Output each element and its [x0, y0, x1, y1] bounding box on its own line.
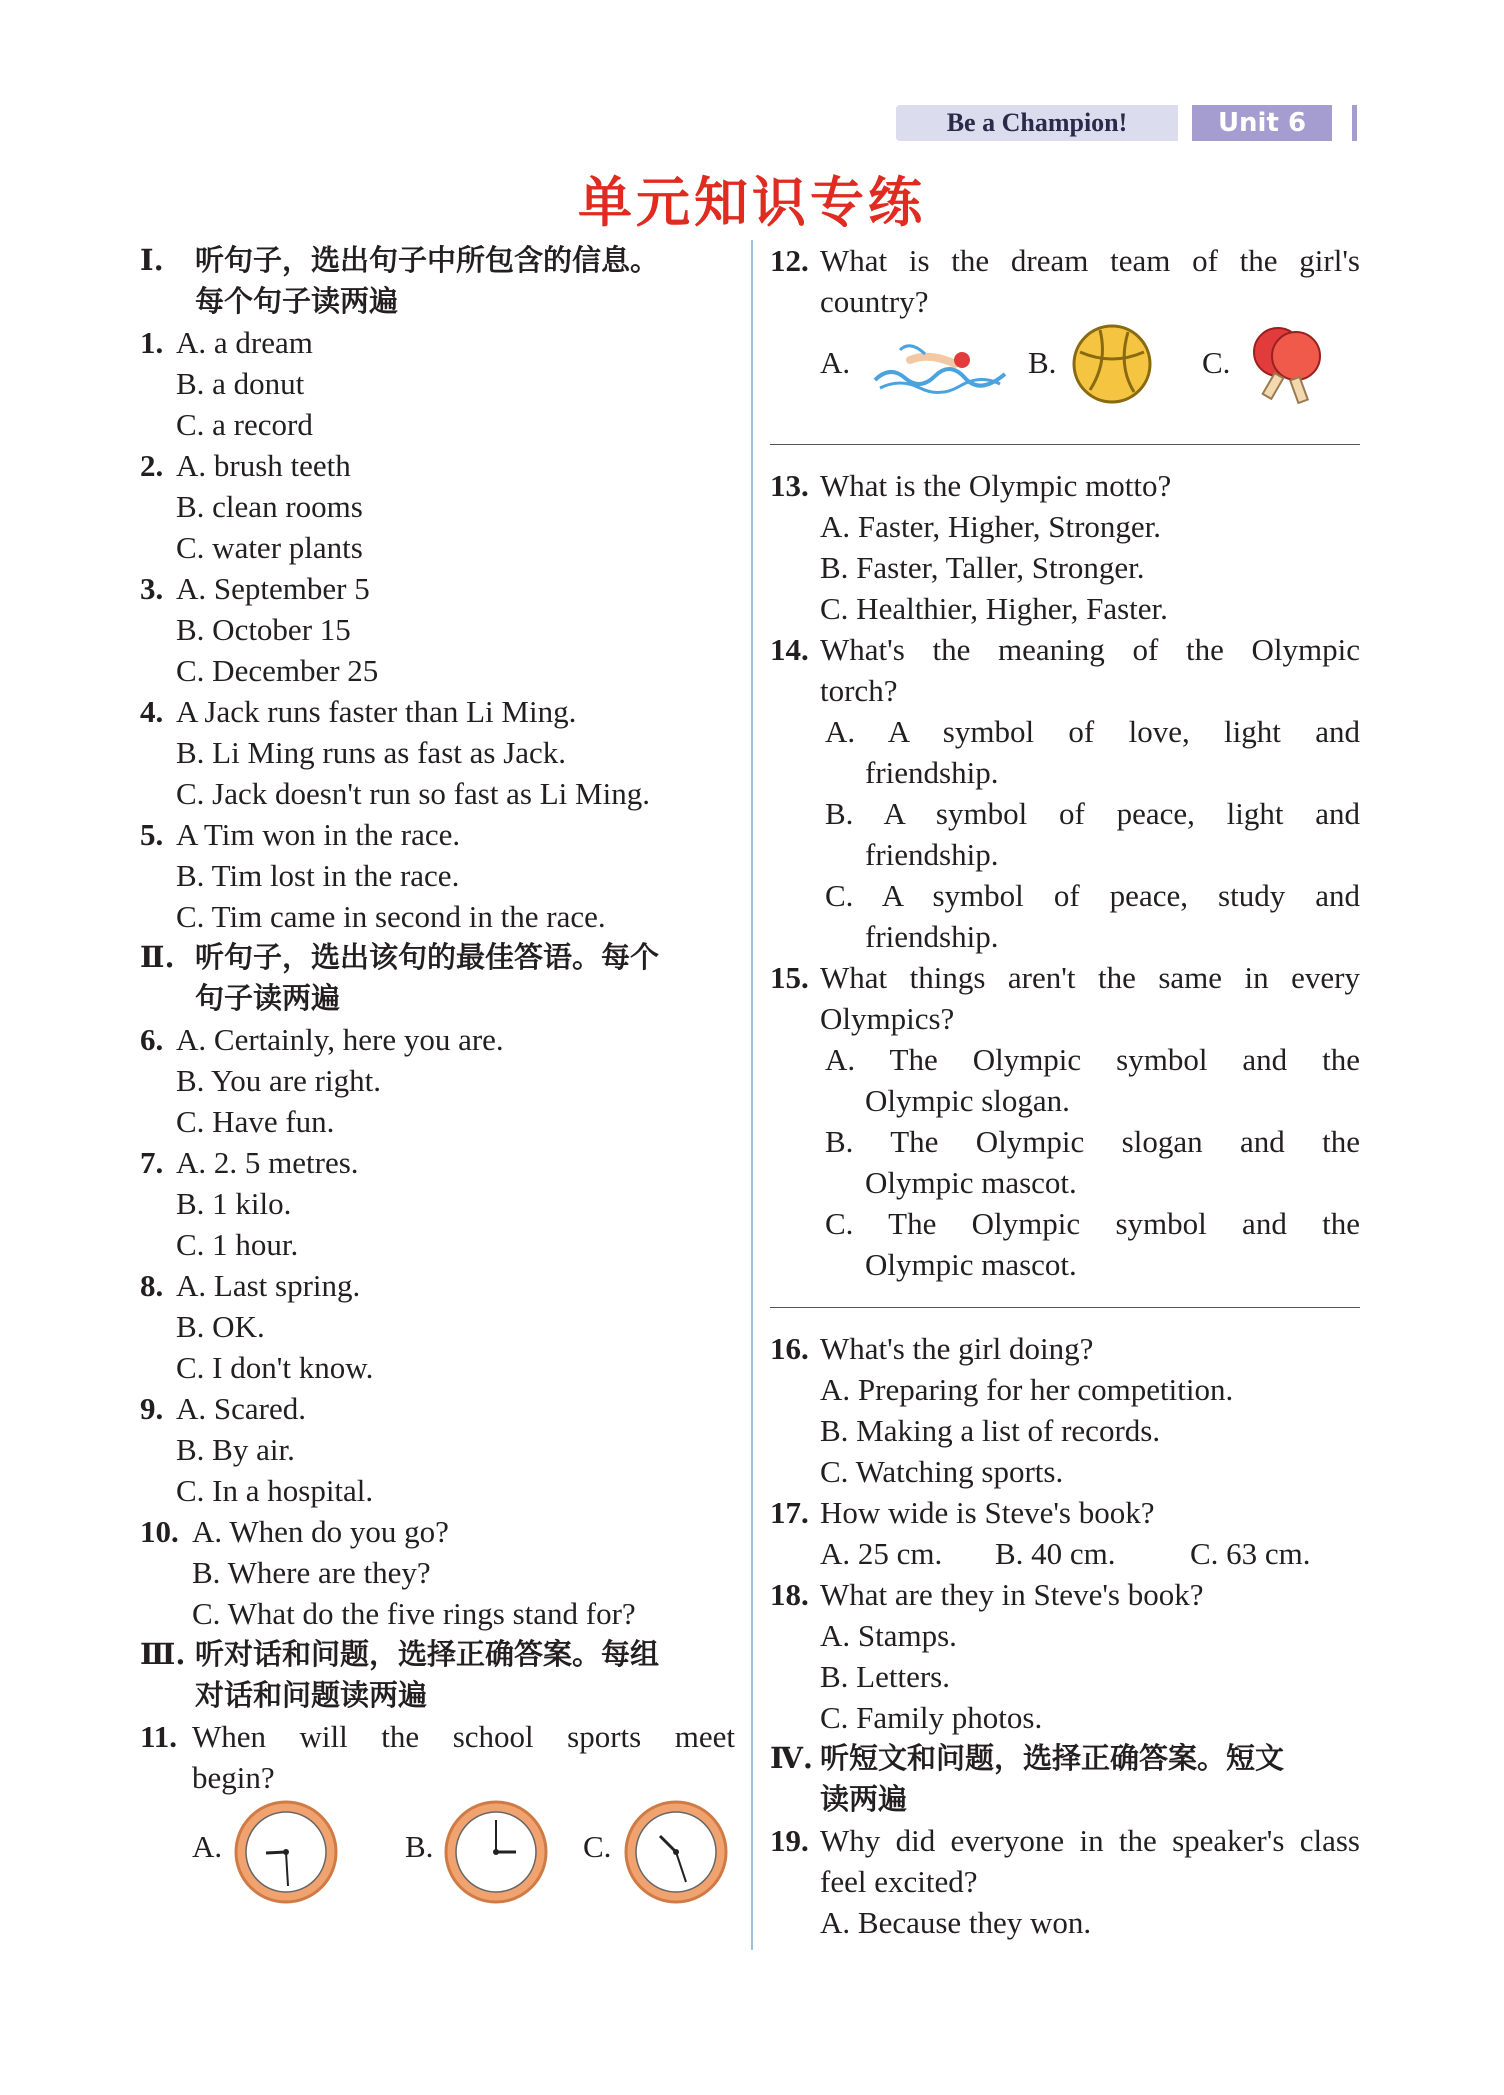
- option-b: B. The Olympic slogan and the: [825, 1124, 1360, 1159]
- option-a: A. The Olympic symbol and the: [825, 1042, 1360, 1077]
- question-text: What is the dream team of the girl's: [820, 243, 1360, 278]
- left-column: [140, 240, 735, 1918]
- question-text: feel excited?: [820, 1864, 978, 1899]
- clock-icon-c: [622, 1798, 730, 1906]
- option-b: B. Faster, Taller, Stronger.: [820, 550, 1145, 585]
- question-number: 15.: [770, 960, 809, 995]
- option-a: A. Faster, Higher, Stronger.: [820, 509, 1162, 544]
- option-c-label: C.: [583, 1829, 612, 1864]
- option-a: A. Last spring.: [176, 1268, 361, 1303]
- section-roman: Ⅳ.: [770, 1741, 814, 1775]
- option-b-label: B.: [405, 1829, 434, 1864]
- question-number: 5.: [140, 817, 164, 852]
- option-c-label: C.: [1202, 345, 1231, 380]
- option-a: A. A symbol of love, light and: [825, 714, 1360, 749]
- option-a: A. Because they won.: [820, 1905, 1092, 1940]
- option-b: B. Li Ming runs as fast as Jack.: [176, 735, 567, 770]
- option-b: B. a donut: [176, 366, 305, 401]
- question-text: When will the school sports meet: [192, 1719, 735, 1754]
- option-a: A. 25 cm.: [820, 1536, 943, 1571]
- option-b: B. Tim lost in the race.: [176, 858, 460, 893]
- option-b: B. Letters.: [820, 1659, 950, 1694]
- question-text: What is the Olympic motto?: [820, 468, 1172, 503]
- section-line: 听句子，选出句子中所包含的信息。: [195, 243, 660, 277]
- question-17: [770, 1492, 1360, 1574]
- answer-line: [770, 1307, 1360, 1308]
- section-line: 听句子，选出该句的最佳答语。每个: [195, 940, 660, 974]
- option-c: C. I don't know.: [176, 1350, 374, 1385]
- unit-label: Unit 6: [1192, 105, 1332, 141]
- option-c: C. Have fun.: [176, 1104, 335, 1139]
- question-number: 6.: [140, 1022, 164, 1057]
- option-b: B. By air.: [176, 1432, 295, 1467]
- option-c: C. The Olympic symbol and the: [825, 1206, 1360, 1241]
- question-7: [140, 1142, 735, 1265]
- right-column: [770, 240, 1360, 1943]
- option-c: C. water plants: [176, 530, 363, 565]
- option-a: A. 2. 5 metres.: [176, 1145, 359, 1180]
- option-b: B. Where are they?: [192, 1555, 431, 1590]
- option-b: B. A symbol of peace, light and: [825, 796, 1360, 831]
- question-number: 11.: [140, 1719, 178, 1754]
- option-c: C. 63 cm.: [1190, 1536, 1311, 1571]
- section-line: 对话和问题读两遍: [195, 1678, 428, 1712]
- option-a-cont: friendship.: [865, 755, 999, 790]
- option-c: C. Watching sports.: [820, 1454, 1064, 1489]
- book-label: Be a Champion!: [896, 105, 1178, 141]
- question-text: begin?: [192, 1760, 275, 1795]
- question-13: [770, 465, 1360, 629]
- question-number: 16.: [770, 1331, 809, 1366]
- option-c: C. 1 hour.: [176, 1227, 299, 1262]
- section-roman: Ⅱ.: [140, 940, 175, 974]
- section-line: 句子读两遍: [195, 981, 341, 1015]
- option-b: B. clean rooms: [176, 489, 363, 524]
- option-b: B. 1 kilo.: [176, 1186, 292, 1221]
- question-14: [770, 629, 1360, 957]
- option-a: A. Stamps.: [820, 1618, 957, 1653]
- question-18: [770, 1574, 1360, 1738]
- picture-options: [770, 322, 1360, 422]
- option-a: A Jack runs faster than Li Ming.: [176, 694, 577, 729]
- column-divider: [751, 240, 753, 1950]
- option-a: A. brush teeth: [176, 448, 351, 483]
- swimmer-icon: [870, 330, 1010, 400]
- question-number: 18.: [770, 1577, 809, 1612]
- option-b: B. Making a list of records.: [820, 1413, 1161, 1448]
- section-1-heading: [140, 240, 735, 322]
- option-c: C. A symbol of peace, study and: [825, 878, 1360, 913]
- option-c-cont: Olympic mascot.: [865, 1247, 1077, 1282]
- clock-icon-b: [442, 1798, 550, 1906]
- question-11: [140, 1716, 735, 1918]
- question-number: 4.: [140, 694, 164, 729]
- question-3: [140, 568, 735, 691]
- question-19: [770, 1820, 1360, 1943]
- question-text: What things aren't the same in every: [820, 960, 1360, 995]
- question-text: What are they in Steve's book?: [820, 1577, 1204, 1612]
- question-text: torch?: [820, 673, 898, 708]
- question-text: Olympics?: [820, 1001, 955, 1036]
- option-c: C. a record: [176, 407, 313, 442]
- option-a-label: A.: [820, 345, 851, 380]
- section-line: 每个句子读两遍: [195, 284, 399, 318]
- question-number: 13.: [770, 468, 809, 503]
- ping-pong-paddles-icon: [1246, 322, 1326, 406]
- question-text: How wide is Steve's book?: [820, 1495, 1155, 1530]
- option-b: B. October 15: [176, 612, 351, 647]
- option-c: C. Jack doesn't run so fast as Li Ming.: [176, 776, 650, 811]
- question-1: [140, 322, 735, 445]
- option-c: C. Healthier, Higher, Faster.: [820, 591, 1168, 626]
- option-b-label: B.: [1028, 345, 1057, 380]
- question-2: [140, 445, 735, 568]
- question-number: 9.: [140, 1391, 164, 1426]
- section-line: 听对话和问题，选择正确答案。每组: [195, 1637, 660, 1671]
- option-c: C. December 25: [176, 653, 379, 688]
- option-c: C. In a hospital.: [176, 1473, 374, 1508]
- answer-line: [770, 444, 1360, 445]
- section-3-heading: [140, 1634, 735, 1716]
- question-number: 17.: [770, 1495, 809, 1530]
- section-line: 读两遍: [820, 1782, 908, 1816]
- question-number: 14.: [770, 632, 809, 667]
- question-text: What's the meaning of the Olympic: [820, 632, 1360, 667]
- page-title: 单元知识专练: [578, 171, 926, 234]
- question-number: 7.: [140, 1145, 164, 1180]
- option-a-cont: Olympic slogan.: [865, 1083, 1070, 1118]
- question-number: 12.: [770, 243, 809, 278]
- header-accent-bar: [1352, 105, 1357, 141]
- question-8: [140, 1265, 735, 1388]
- section-2-heading: [140, 937, 735, 1019]
- question-text: What's the girl doing?: [820, 1331, 1094, 1366]
- option-a-label: A.: [192, 1829, 223, 1864]
- option-a: A. Scared.: [176, 1391, 306, 1426]
- option-a: A. Certainly, here you are.: [176, 1022, 504, 1057]
- option-a: A. Preparing for her competition.: [820, 1372, 1234, 1407]
- section-roman: Ⅰ.: [140, 243, 164, 277]
- question-15: [770, 957, 1360, 1285]
- question-number: 1.: [140, 325, 164, 360]
- volleyball-icon: [1070, 322, 1154, 406]
- option-b: B. 40 cm.: [995, 1536, 1116, 1571]
- question-text: country?: [820, 284, 929, 319]
- option-a: A. a dream: [176, 325, 313, 360]
- question-number: 10.: [140, 1514, 179, 1549]
- option-c: C. Tim came in second in the race.: [176, 899, 606, 934]
- section-roman: Ⅲ.: [140, 1637, 186, 1671]
- question-5: [140, 814, 735, 937]
- question-6: [140, 1019, 735, 1142]
- clock-icon-a: [232, 1798, 340, 1906]
- option-b-cont: friendship.: [865, 837, 999, 872]
- option-b-cont: Olympic mascot.: [865, 1165, 1077, 1200]
- question-text: Why did everyone in the speaker's class: [820, 1823, 1360, 1858]
- section-line: 听短文和问题，选择正确答案。短文: [820, 1741, 1285, 1775]
- option-c: C. What do the five rings stand for?: [192, 1596, 636, 1631]
- question-number: 19.: [770, 1823, 809, 1858]
- question-12: [770, 240, 1360, 422]
- question-16: [770, 1328, 1360, 1492]
- option-a: A. When do you go?: [192, 1514, 449, 1549]
- section-4-heading: [770, 1738, 1360, 1820]
- question-number: 2.: [140, 448, 164, 483]
- question-10: [140, 1511, 735, 1634]
- question-number: 8.: [140, 1268, 164, 1303]
- option-c-cont: friendship.: [865, 919, 999, 954]
- question-9: [140, 1388, 735, 1511]
- option-a: A. September 5: [176, 571, 370, 606]
- question-number: 3.: [140, 571, 164, 606]
- option-a: A Tim won in the race.: [176, 817, 461, 852]
- question-4: [140, 691, 735, 814]
- option-b: B. OK.: [176, 1309, 265, 1344]
- clock-options: [140, 1798, 735, 1918]
- option-c: C. Family photos.: [820, 1700, 1043, 1735]
- option-b: B. You are right.: [176, 1063, 381, 1098]
